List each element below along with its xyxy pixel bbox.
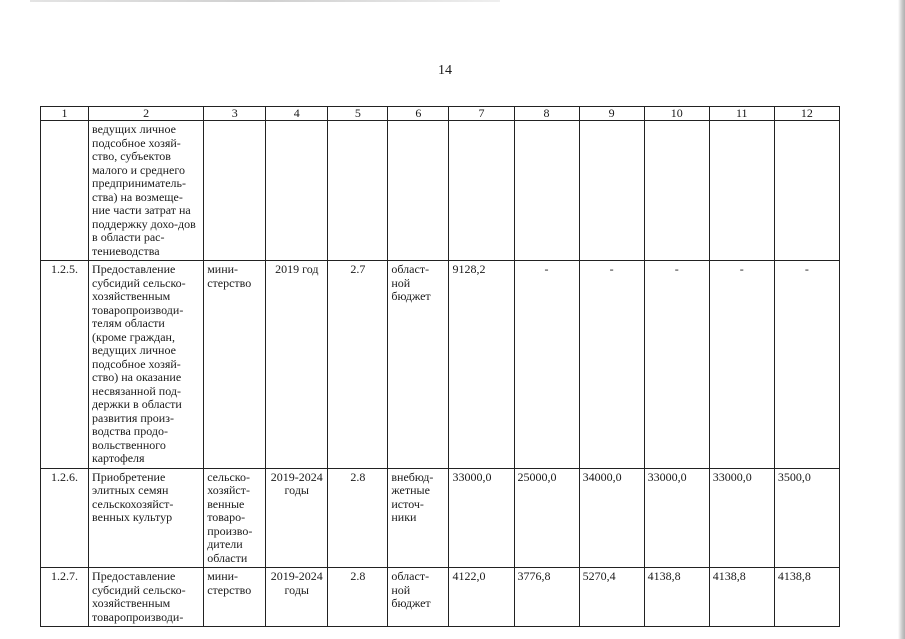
indicator-ref: [328, 121, 388, 261]
value-col-9: [579, 121, 644, 261]
period: [266, 121, 328, 261]
value-col-12: -: [774, 261, 839, 469]
row-number: 1.2.7.: [41, 568, 89, 627]
value-col-7: 9128,2: [449, 261, 514, 469]
executor: [204, 121, 266, 261]
indicator-ref: 2.8: [328, 568, 388, 627]
column-number: 8: [514, 107, 579, 121]
column-number: 5: [328, 107, 388, 121]
row-number: 1.2.5.: [41, 261, 89, 469]
executor: мини-стерство: [204, 261, 266, 469]
funding-source: [388, 121, 449, 261]
measure-name: Приобретение элитных семян сельскохозяйст-венных культур: [89, 468, 204, 568]
value-col-10: -: [644, 261, 709, 469]
value-col-10: [644, 121, 709, 261]
value-col-9: 34000,0: [579, 468, 644, 568]
value-col-7: [449, 121, 514, 261]
program-table: [40, 106, 840, 627]
period: 2019-2024 годы: [266, 468, 328, 568]
scan-artifact-edge: [898, 0, 905, 639]
column-number-row: [41, 107, 840, 121]
executor: мини-стерство: [204, 568, 266, 627]
column-number: 10: [644, 107, 709, 121]
measure-name: ведущих личное подсобное хозяй-ство, субъектов малого и среднего предприниматель-ства) на возмеще-ние части затрат на поддержку дохо-дов в области рас-тениеводства: [89, 121, 204, 261]
value-col-9: 5270,4: [579, 568, 644, 627]
period: 2019 год: [266, 261, 328, 469]
row-number: 1.2.6.: [41, 468, 89, 568]
value-col-10: 4138,8: [644, 568, 709, 627]
value-col-11: 4138,8: [709, 568, 774, 627]
value-col-11: -: [709, 261, 774, 469]
table-row: [41, 468, 840, 568]
executor: сельско-хозяйст-венные товаро-произво-дители области: [204, 468, 266, 568]
page-number: 14: [438, 63, 452, 78]
value-col-11: 33000,0: [709, 468, 774, 568]
column-number: 7: [449, 107, 514, 121]
scan-artifact-top: [30, 0, 500, 2]
funding-source: област-ной бюджет: [388, 568, 449, 627]
measure-name: Предоставление субсидий сельско-хозяйственным товаропроизводи-телям области (кроме граждан, ведущих личное подсобное хозяй-ство) на оказание несвязанной под-держки в области развития произ-водства продо-вольственного картофеля: [89, 261, 204, 469]
value-col-8: 3776,8: [514, 568, 579, 627]
funding-source: внебюд-жетные источ-ники: [388, 468, 449, 568]
column-number: 6: [388, 107, 449, 121]
column-number: 4: [266, 107, 328, 121]
value-col-11: [709, 121, 774, 261]
value-col-7: 4122,0: [449, 568, 514, 627]
column-number: 2: [89, 107, 204, 121]
value-col-12: 3500,0: [774, 468, 839, 568]
value-col-12: [774, 121, 839, 261]
indicator-ref: 2.7: [328, 261, 388, 469]
table-row: [41, 261, 840, 469]
value-col-9: -: [579, 261, 644, 469]
measure-name: Предоставление субсидий сельско-хозяйственным товаропроизводи-: [89, 568, 204, 627]
table-row: [41, 121, 840, 261]
table-row: [41, 568, 840, 627]
column-number: 12: [774, 107, 839, 121]
indicator-ref: 2.8: [328, 468, 388, 568]
value-col-8: 25000,0: [514, 468, 579, 568]
value-col-8: [514, 121, 579, 261]
period: 2019-2024 годы: [266, 568, 328, 627]
column-number: 9: [579, 107, 644, 121]
value-col-10: 33000,0: [644, 468, 709, 568]
value-col-12: 4138,8: [774, 568, 839, 627]
column-number: 11: [709, 107, 774, 121]
value-col-7: 33000,0: [449, 468, 514, 568]
row-number: [41, 121, 89, 261]
column-number: 1: [41, 107, 89, 121]
column-number: 3: [204, 107, 266, 121]
value-col-8: -: [514, 261, 579, 469]
funding-source: област-ной бюджет: [388, 261, 449, 469]
